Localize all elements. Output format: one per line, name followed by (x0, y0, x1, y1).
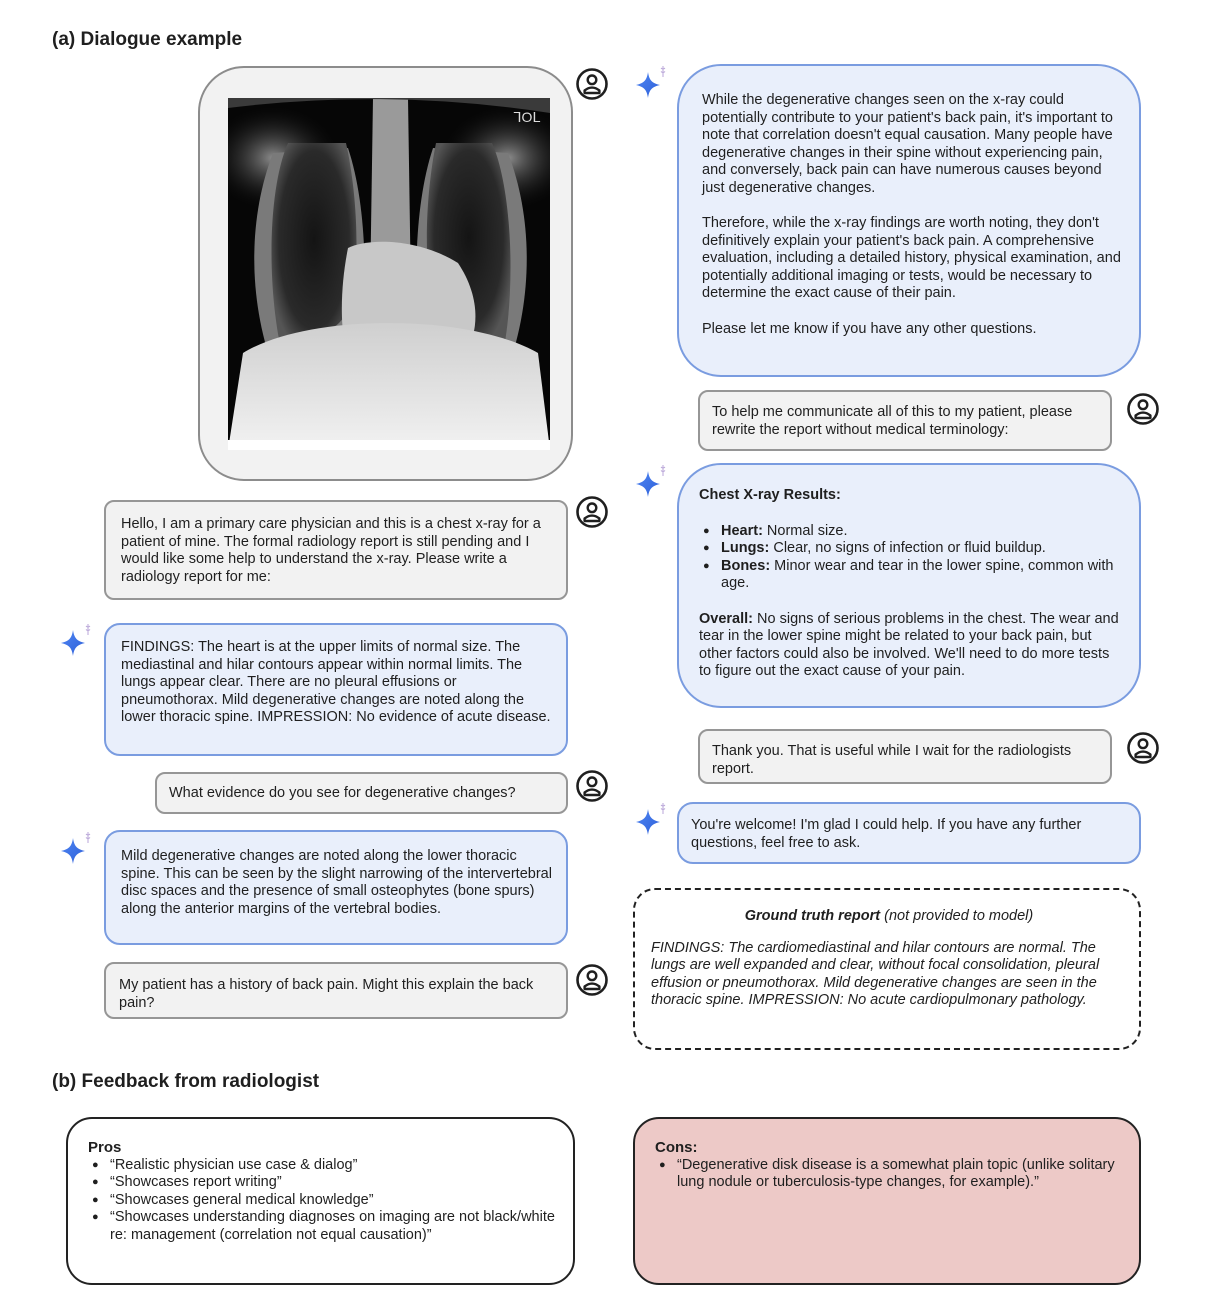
pros-title: Pros (88, 1139, 122, 1156)
user-avatar-icon (1126, 392, 1160, 426)
list-item: ● “Showcases understanding diagnoses on imaging are not black/white re: management (correlation not equal causation)” (88, 1209, 557, 1244)
user-avatar-icon (575, 67, 609, 101)
user-message-2-text: What evidence do you see for degenerative changes? (169, 785, 516, 801)
list-item: ● Bones: Minor wear and tear in the lower spine, common with age. (699, 558, 1125, 593)
user-avatar-icon (575, 769, 609, 803)
user-message-4-text: To help me communicate all of this to my patient, please rewrite the report without medical terminology: (712, 404, 1073, 438)
user-message-5 (698, 729, 1112, 784)
model-message-3-paragraph-3: Please let me know if you have any other questions. (702, 320, 1037, 337)
pros-card (66, 1117, 575, 1285)
list-item: ● Heart: Normal size. (699, 523, 1125, 541)
user-message-1-text: Hello, I am a primary care physician and this is a chest x-ray for a patient of mine. The formal radiology report is still pending and I would like some help to understand the x-ray. Please write a radiology report for me: (121, 516, 541, 585)
model-message-2 (104, 830, 568, 945)
section-b-title: (b) Feedback from radiologist (52, 1071, 320, 1092)
sparkle-icon (57, 622, 97, 662)
sparkle-icon (57, 830, 97, 870)
model-message-3 (677, 64, 1141, 377)
list-item: ● “Showcases report writing” (88, 1174, 557, 1192)
ground-truth-report (633, 888, 1141, 1050)
list-item: ● Lungs: Clear, no signs of infection or fluid buildup. (699, 540, 1125, 558)
svg-text:ᒣOᒪ: ᒣOᒪ (513, 109, 541, 125)
model-message-1-text: FINDINGS: The heart is at the upper limits of normal size. The mediastinal and hilar contours appear within normal limits. The lungs appear clear. There are no pleural effusions or pneumothorax. Mild degenerative changes are noted along the lower thoracic spine. IMPRESSION: No evidence of acute disease. (121, 639, 551, 725)
user-message-5-text: Thank you. That is useful while I wait for the radiologists report. (712, 743, 1072, 777)
model-message-4 (677, 463, 1141, 708)
user-message-3-text: My patient has a history of back pain. Might this explain the back pain? (119, 977, 534, 1011)
model-message-2-text: Mild degenerative changes are noted along the lower thoracic spine. This can be seen by the slight narrowing of the intervertebral disc spaces and the presence of small osteophytes (bone spurs) along the anterior margins of the vertebral bodies. (121, 848, 552, 917)
sparkle-icon (632, 463, 672, 503)
cons-title: Cons: (655, 1139, 698, 1156)
user-message-2 (155, 772, 568, 814)
ground-truth-heading: Ground truth report (not provided to model) (744, 908, 1034, 924)
user-message-4 (698, 390, 1112, 451)
model-message-3-paragraph-1: While the degenerative changes seen on the x-ray could potentially contribute to your patient's back pain, it's important to note that correlation doesn't equal causation. Many people have degenerative changes in their spine without experiencing pain, and conversely, back pain can have numerous causes beyond just degenerative changes. (702, 92, 1113, 196)
user-avatar-icon (575, 963, 609, 997)
list-item: ● “Degenerative disk disease is a somewhat plain topic (unlike solitary lung nodule or tuberculosis-type changes, for example).” (655, 1157, 1123, 1192)
model-message-4-title: Chest X-ray Results: (699, 487, 841, 503)
pros-list (88, 1157, 557, 1245)
model-message-4-overall: Overall: No signs of serious problems in the chest. The wear and tear in the lower spine might be related to your back pain, but other factors could also be involved. We'll need to do more tests to figure out the exact cause of your pain. (699, 610, 1119, 679)
chest-xray-image (228, 98, 550, 450)
user-message-3 (104, 962, 568, 1019)
cons-card (633, 1117, 1141, 1285)
cons-list (655, 1157, 1123, 1192)
model-message-1 (104, 623, 568, 756)
list-item: ● “Showcases general medical knowledge” (88, 1192, 557, 1210)
list-item: ● “Realistic physician use case & dialog” (88, 1157, 557, 1175)
user-message-1 (104, 500, 568, 600)
user-avatar-icon (1126, 731, 1160, 765)
model-message-5 (677, 802, 1141, 864)
sparkle-icon (632, 801, 672, 841)
section-a-title: (a) Dialogue example (52, 29, 243, 50)
model-message-4-list (699, 523, 1125, 593)
user-avatar-icon (575, 495, 609, 529)
ground-truth-body: FINDINGS: The cardiomediastinal and hilar contours are normal. The lungs are well expanded and clear, without focal consolidation, pleural effusion or pneumothorax. Mild degenerative changes are seen in the thoracic spine. IMPRESSION: No acute cardiopulmonary pathology. (651, 939, 1100, 1008)
model-message-5-text: You're welcome! I'm glad I could help. If you have any further questions, feel free to ask. (691, 817, 1082, 851)
model-message-3-paragraph-2: Therefore, while the x-ray findings are worth noting, they don't definitively explain your patient's back pain. A comprehensive evaluation, including a detailed history, physical examination, and potentially additional imaging or tests, would be necessary to determine the exact cause of their pain. (702, 215, 1121, 301)
sparkle-icon (632, 64, 672, 104)
